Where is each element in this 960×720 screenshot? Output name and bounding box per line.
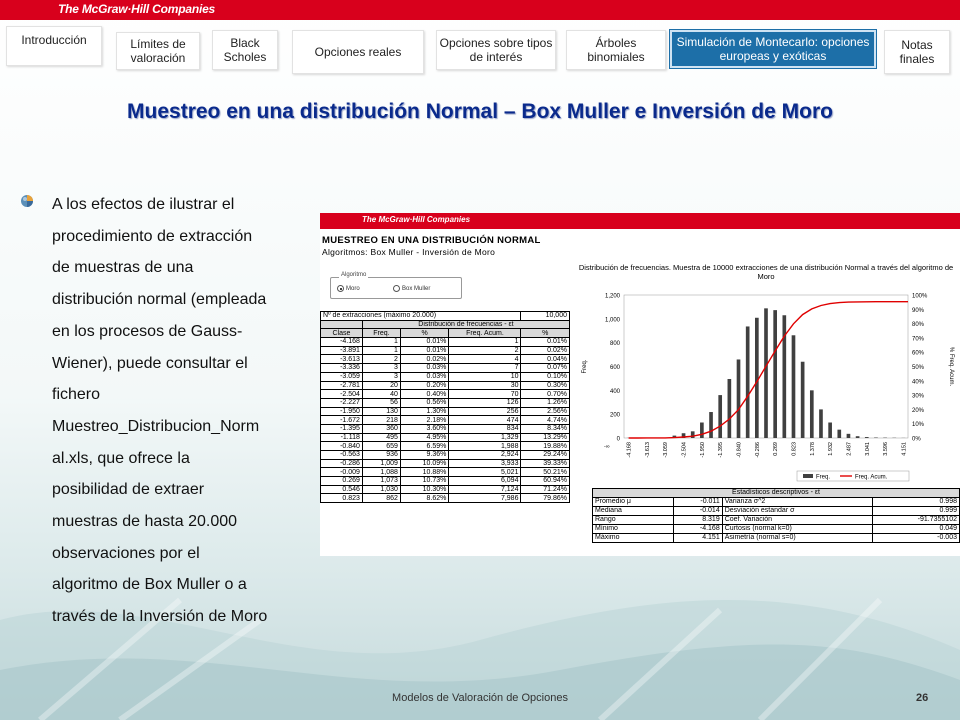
table-cell: 10.88% — [400, 468, 448, 477]
x-tick-label: 1.932 — [828, 442, 835, 456]
table-cell: 936 — [362, 451, 400, 460]
table-cell: 1,088 — [362, 468, 400, 477]
body-line: muestras de hasta 20.000 — [52, 513, 238, 531]
table-row — [321, 338, 570, 347]
table-cell: 6.59% — [400, 442, 448, 451]
table-cell: 8.34% — [521, 424, 570, 433]
table-row — [321, 355, 570, 364]
table-row — [321, 451, 570, 460]
table-cell: 2 — [449, 346, 521, 355]
stat-value: 8.319 — [673, 516, 722, 525]
freq-table-header — [321, 329, 570, 338]
table-cell: -2.504 — [321, 390, 363, 399]
tab-opciones-reales[interactable]: Opciones reales — [292, 30, 424, 74]
table-cell: -0.009 — [321, 468, 363, 477]
page-number: 26 — [916, 692, 929, 704]
stats-title-row — [593, 489, 960, 498]
table-cell: 1,329 — [449, 433, 521, 442]
table-cell: 19.88% — [521, 442, 570, 451]
frequency-chart — [572, 283, 960, 488]
tab-introduccion[interactable]: Introducción — [6, 26, 102, 66]
bar — [755, 318, 759, 438]
table-cell: 0.01% — [521, 338, 570, 347]
table-row — [593, 516, 960, 525]
table-row — [321, 459, 570, 468]
stat-label: Curtosis (normal k=0) — [722, 525, 872, 534]
table-row — [321, 364, 570, 373]
body-line: algoritmo de Box Muller o a — [52, 576, 247, 594]
bar — [764, 308, 768, 438]
table-cell: 56 — [362, 398, 400, 407]
x-tick-label: 0.823 — [791, 442, 798, 456]
radio-box-muller[interactable] — [393, 285, 430, 292]
y-tick-label: 0 — [616, 436, 620, 443]
table-cell: 2,924 — [449, 451, 521, 460]
stat-value: 0.049 — [872, 525, 959, 534]
table-cell: -3.059 — [321, 372, 363, 381]
tab-notas-finales[interactable]: Notas finales — [884, 30, 950, 74]
column-header: Clase — [321, 329, 363, 338]
table-cell: 2.56% — [521, 407, 570, 416]
table-cell: 0.56% — [400, 398, 448, 407]
table-row — [321, 407, 570, 416]
x-tick-label: 0.269 — [773, 442, 780, 456]
stat-value: 4.151 — [673, 534, 722, 543]
table-cell: 0.20% — [400, 381, 448, 390]
chart-title: Distribución de frecuencias. Muestra de 10000 extracciones de una distribución Normal a través del algoritmo de Moro — [578, 263, 954, 281]
table-cell: 0.546 — [321, 485, 363, 494]
table-cell: 3,933 — [449, 459, 521, 468]
bar — [746, 326, 750, 438]
table-row — [593, 507, 960, 516]
table-row — [321, 416, 570, 425]
table-cell: -0.840 — [321, 442, 363, 451]
body-line: través de la Inversión de Moro — [52, 608, 268, 626]
x-tick-label: 1.378 — [809, 442, 816, 456]
table-cell: 3 — [362, 372, 400, 381]
table-cell: 218 — [362, 416, 400, 425]
table-cell: 4.95% — [400, 433, 448, 442]
bar — [837, 430, 841, 438]
bar — [700, 423, 704, 438]
table-cell: 1,073 — [362, 477, 400, 486]
body-line: A los efectos de ilustrar el — [52, 196, 235, 213]
table-cell: 1 — [362, 346, 400, 355]
tab-arboles-binomiales[interactable]: Árboles binomiales — [566, 30, 666, 70]
table-cell: 29.24% — [521, 451, 570, 460]
table-cell: 834 — [449, 424, 521, 433]
stat-value: -0.003 — [872, 534, 959, 543]
table-row — [321, 381, 570, 390]
stat-label: Promedio μ — [593, 498, 674, 507]
table-row — [321, 468, 570, 477]
legend-label-freq: Freq. — [816, 474, 831, 481]
y2-tick-label: 40% — [912, 379, 925, 386]
table-cell: 1,009 — [362, 459, 400, 468]
table-cell: -3.891 — [321, 346, 363, 355]
y-tick-label: 400 — [609, 388, 620, 395]
table-cell: -1.672 — [321, 416, 363, 425]
stat-label: Rango — [593, 516, 674, 525]
bar — [810, 390, 814, 438]
table-cell: 0.40% — [400, 390, 448, 399]
y2-tick-label: 80% — [912, 322, 925, 329]
frequency-table — [320, 311, 570, 503]
table-cell: -0.563 — [321, 451, 363, 460]
table-cell: -1.950 — [321, 407, 363, 416]
brand-logo: The McGraw·Hill Companies — [58, 2, 216, 16]
spreadsheet-subheading: Algoritmos: Box Muller - Inversión de Moro — [322, 247, 496, 257]
x-tick-label: -0.840 — [736, 442, 743, 458]
table-cell: 0.01% — [400, 338, 448, 347]
radio-unselected-icon — [393, 285, 400, 292]
table-row — [321, 346, 570, 355]
legend-label-cum: Freq. Acum. — [855, 474, 888, 481]
bar — [847, 434, 851, 438]
table-cell: 60.94% — [521, 477, 570, 486]
spreadsheet-screenshot — [320, 213, 960, 556]
table-row — [321, 477, 570, 486]
table-cell: 8.62% — [400, 494, 448, 503]
tab-simulacion-montecarlo[interactable]: Simulación de Montecarlo: opciones europeas y exóticas — [670, 30, 876, 68]
table-cell: 10.09% — [400, 459, 448, 468]
table-cell: 0.03% — [400, 364, 448, 373]
table-cell: 2.18% — [400, 416, 448, 425]
stat-value: -0.011 — [673, 498, 722, 507]
tab-limites-valoracion[interactable]: Límites de valoración — [116, 32, 200, 70]
extractions-label: Nº de extracciones (máximo 20.000) — [321, 312, 521, 321]
table-cell: 1,030 — [362, 485, 400, 494]
x-tick-label: -4.168 — [626, 442, 633, 458]
table-cell: 40 — [362, 390, 400, 399]
radio-moro[interactable] — [337, 285, 360, 292]
table-cell: 10.73% — [400, 477, 448, 486]
radio-moro-label: Moro — [346, 285, 360, 292]
y2-axis-label: % Freq. Acum. — [948, 346, 954, 387]
y2-tick-label: 50% — [912, 365, 925, 371]
table-cell: 2 — [362, 355, 400, 364]
x-tick-label: -3.613 — [644, 442, 651, 458]
freq-table-title: Distribución de frecuencias - εt — [362, 320, 569, 329]
x-tick-label: -0.286 — [754, 442, 761, 458]
table-cell: -3.613 — [321, 355, 363, 364]
bar — [856, 436, 860, 438]
table-cell: 10 — [449, 372, 521, 381]
stat-label: Varianza σ^2 — [722, 498, 872, 507]
bar — [737, 359, 741, 438]
table-row — [321, 398, 570, 407]
y2-tick-label: 10% — [912, 422, 925, 429]
stats-title: Estadísticos descriptivos - εt — [593, 489, 960, 498]
y-axis-label: Freq. — [582, 359, 588, 374]
table-cell: 0.02% — [521, 346, 570, 355]
table-cell: 6,094 — [449, 477, 521, 486]
x-tick-label: -3.059 — [663, 442, 670, 458]
table-cell: 0.10% — [521, 372, 570, 381]
body-paragraph — [52, 189, 312, 633]
x-tick-label: 3.041 — [864, 442, 871, 456]
table-cell: 10.30% — [400, 485, 448, 494]
table-cell: 4.74% — [521, 416, 570, 425]
bar — [819, 409, 823, 438]
table-cell: -2.227 — [321, 398, 363, 407]
table-cell: 360 — [362, 424, 400, 433]
y2-tick-label: 90% — [912, 307, 925, 314]
stats-table — [592, 488, 960, 543]
bar — [865, 437, 869, 438]
brand-bar — [0, 0, 960, 20]
stat-value: 0.998 — [872, 498, 959, 507]
table-cell: 1,988 — [449, 442, 521, 451]
y2-tick-label: 0% — [912, 436, 921, 443]
table-cell: 4 — [449, 355, 521, 364]
table-cell: -0.286 — [321, 459, 363, 468]
table-cell: 862 — [362, 494, 400, 503]
x-tick-label: -2.504 — [681, 442, 688, 458]
table-cell: 1 — [362, 338, 400, 347]
table-row — [593, 498, 960, 507]
table-cell: 474 — [449, 416, 521, 425]
table-cell: 0.02% — [400, 355, 448, 364]
legend-swatch-freq — [803, 474, 813, 478]
y2-tick-label: 30% — [912, 393, 925, 400]
table-cell: 1.30% — [400, 407, 448, 416]
table-row — [321, 494, 570, 503]
table-cell: 1 — [449, 338, 521, 347]
bar — [792, 335, 796, 438]
table-cell: 9.36% — [400, 451, 448, 460]
bar — [828, 423, 832, 438]
stat-value: -4.168 — [673, 525, 722, 534]
table-cell: 0.03% — [400, 372, 448, 381]
table-cell: 126 — [449, 398, 521, 407]
body-line: procedimiento de extracción — [52, 227, 253, 245]
x-tick-label: -∞ — [604, 444, 610, 450]
table-cell: 0.823 — [321, 494, 363, 503]
y-tick-label: 1,000 — [604, 317, 620, 324]
y2-tick-label: 60% — [912, 350, 925, 357]
stat-value: 0.999 — [872, 507, 959, 516]
y2-tick-label: 20% — [912, 407, 925, 414]
column-header: Freq. — [362, 329, 400, 338]
body-line: Muestreo_Distribucion_Norm — [52, 417, 260, 435]
radio-box-muller-label: Box Muller — [402, 285, 431, 292]
table-cell: -3.336 — [321, 364, 363, 373]
table-cell: 79.86% — [521, 494, 570, 503]
body-line: en los procesos de Gauss- — [52, 322, 243, 340]
table-cell: -4.168 — [321, 338, 363, 347]
table-row — [321, 424, 570, 433]
bar — [773, 310, 777, 438]
table-cell: 0.04% — [521, 355, 570, 364]
table-cell: 5,021 — [449, 468, 521, 477]
table-cell: 20 — [362, 381, 400, 390]
table-cell: 7,986 — [449, 494, 521, 503]
body-line: Wiener), puede consultar el — [52, 354, 248, 372]
table-cell: 130 — [362, 407, 400, 416]
x-tick-label: 2.487 — [846, 442, 853, 456]
bar — [801, 362, 805, 438]
table-cell: 0.70% — [521, 390, 570, 399]
column-header: % — [400, 329, 448, 338]
footer-text: Modelos de Valoración de Opciones — [392, 692, 568, 704]
table-cell: 495 — [362, 433, 400, 442]
tab-black-scholes[interactable]: Black Scholes — [212, 30, 278, 70]
table-cell: 3 — [362, 364, 400, 373]
algorithm-group — [330, 272, 462, 299]
table-cell: 659 — [362, 442, 400, 451]
stat-label: Desviación estandar σ — [722, 507, 872, 516]
bar — [728, 379, 732, 438]
y-tick-label: 1,200 — [604, 293, 620, 300]
body-line: distribución normal (empleada — [52, 291, 267, 309]
y2-tick-label: 70% — [912, 336, 925, 343]
freq-table-title-row — [321, 320, 570, 329]
table-cell: 13.29% — [521, 433, 570, 442]
table-cell: -2.781 — [321, 381, 363, 390]
table-cell: 70 — [449, 390, 521, 399]
spreadsheet-heading: MUESTREO EN UNA DISTRIBUCIÓN NORMAL — [322, 235, 541, 246]
body-line: fichero — [52, 386, 101, 404]
body-line: al.xls, que ofrece la — [52, 449, 190, 467]
body-line: observaciones por el — [52, 544, 200, 562]
x-tick-label: 4.151 — [901, 442, 908, 456]
table-cell: 256 — [449, 407, 521, 416]
table-cell: 0.07% — [521, 364, 570, 373]
table-cell: 71.24% — [521, 485, 570, 494]
stat-label: Mínimo — [593, 525, 674, 534]
table-cell: 3.60% — [400, 424, 448, 433]
stat-label: Mediana — [593, 507, 674, 516]
table-cell: 0.01% — [400, 346, 448, 355]
table-cell: 1.26% — [521, 398, 570, 407]
tab-opciones-tipos-interes[interactable]: Opciones sobre tipos de interés — [436, 30, 556, 70]
spreadsheet-brand: The McGraw·Hill Companies — [362, 215, 471, 224]
bar — [709, 412, 713, 438]
x-tick-label: -1.950 — [699, 442, 706, 458]
body-line: posibilidad de extraer — [52, 481, 205, 499]
y-tick-label: 800 — [609, 341, 620, 348]
table-cell: 30 — [449, 381, 521, 390]
stat-label: Asimetría (normal s=0) — [722, 534, 872, 543]
stat-label: Máximo — [593, 534, 674, 543]
spreadsheet-brand-bar — [320, 213, 960, 229]
table-cell: 7,124 — [449, 485, 521, 494]
table-row — [321, 390, 570, 399]
table-row — [321, 485, 570, 494]
legend-box — [797, 471, 909, 481]
table-row — [321, 442, 570, 451]
table-cell: 7 — [449, 364, 521, 373]
table-cell: -1.118 — [321, 433, 363, 442]
table-cell: 0.30% — [521, 381, 570, 390]
table-cell: 50.21% — [521, 468, 570, 477]
table-cell: 0.269 — [321, 477, 363, 486]
table-row — [593, 525, 960, 534]
column-header: % — [521, 329, 570, 338]
radio-selected-icon — [337, 285, 344, 292]
algorithm-legend: Algoritmo — [341, 272, 367, 278]
column-header: Freq. Acum. — [449, 329, 521, 338]
table-row — [321, 372, 570, 381]
table-row — [321, 433, 570, 442]
table-row — [593, 534, 960, 543]
x-tick-label: 3.596 — [883, 442, 890, 456]
y-tick-label: 600 — [609, 365, 620, 371]
y2-tick-label: 100% — [912, 293, 928, 300]
bar — [718, 395, 722, 438]
table-cell: -1.395 — [321, 424, 363, 433]
page-title: Muestreo en una distribución Normal – Box Muller e Inversión de Moro — [127, 100, 833, 123]
extractions-row — [321, 312, 570, 321]
extractions-input[interactable]: 10,000 — [521, 312, 570, 321]
stat-label: Coef. Variación — [722, 516, 872, 525]
y-tick-label: 200 — [609, 412, 620, 419]
x-tick-label: -1.395 — [718, 442, 725, 458]
bullet-icon — [20, 194, 34, 208]
table-spacer — [321, 320, 363, 329]
table-cell: 39.33% — [521, 459, 570, 468]
body-line: de muestras de una — [52, 259, 194, 277]
stat-value: -91.7355102 — [872, 516, 959, 525]
stat-value: -0.014 — [673, 507, 722, 516]
